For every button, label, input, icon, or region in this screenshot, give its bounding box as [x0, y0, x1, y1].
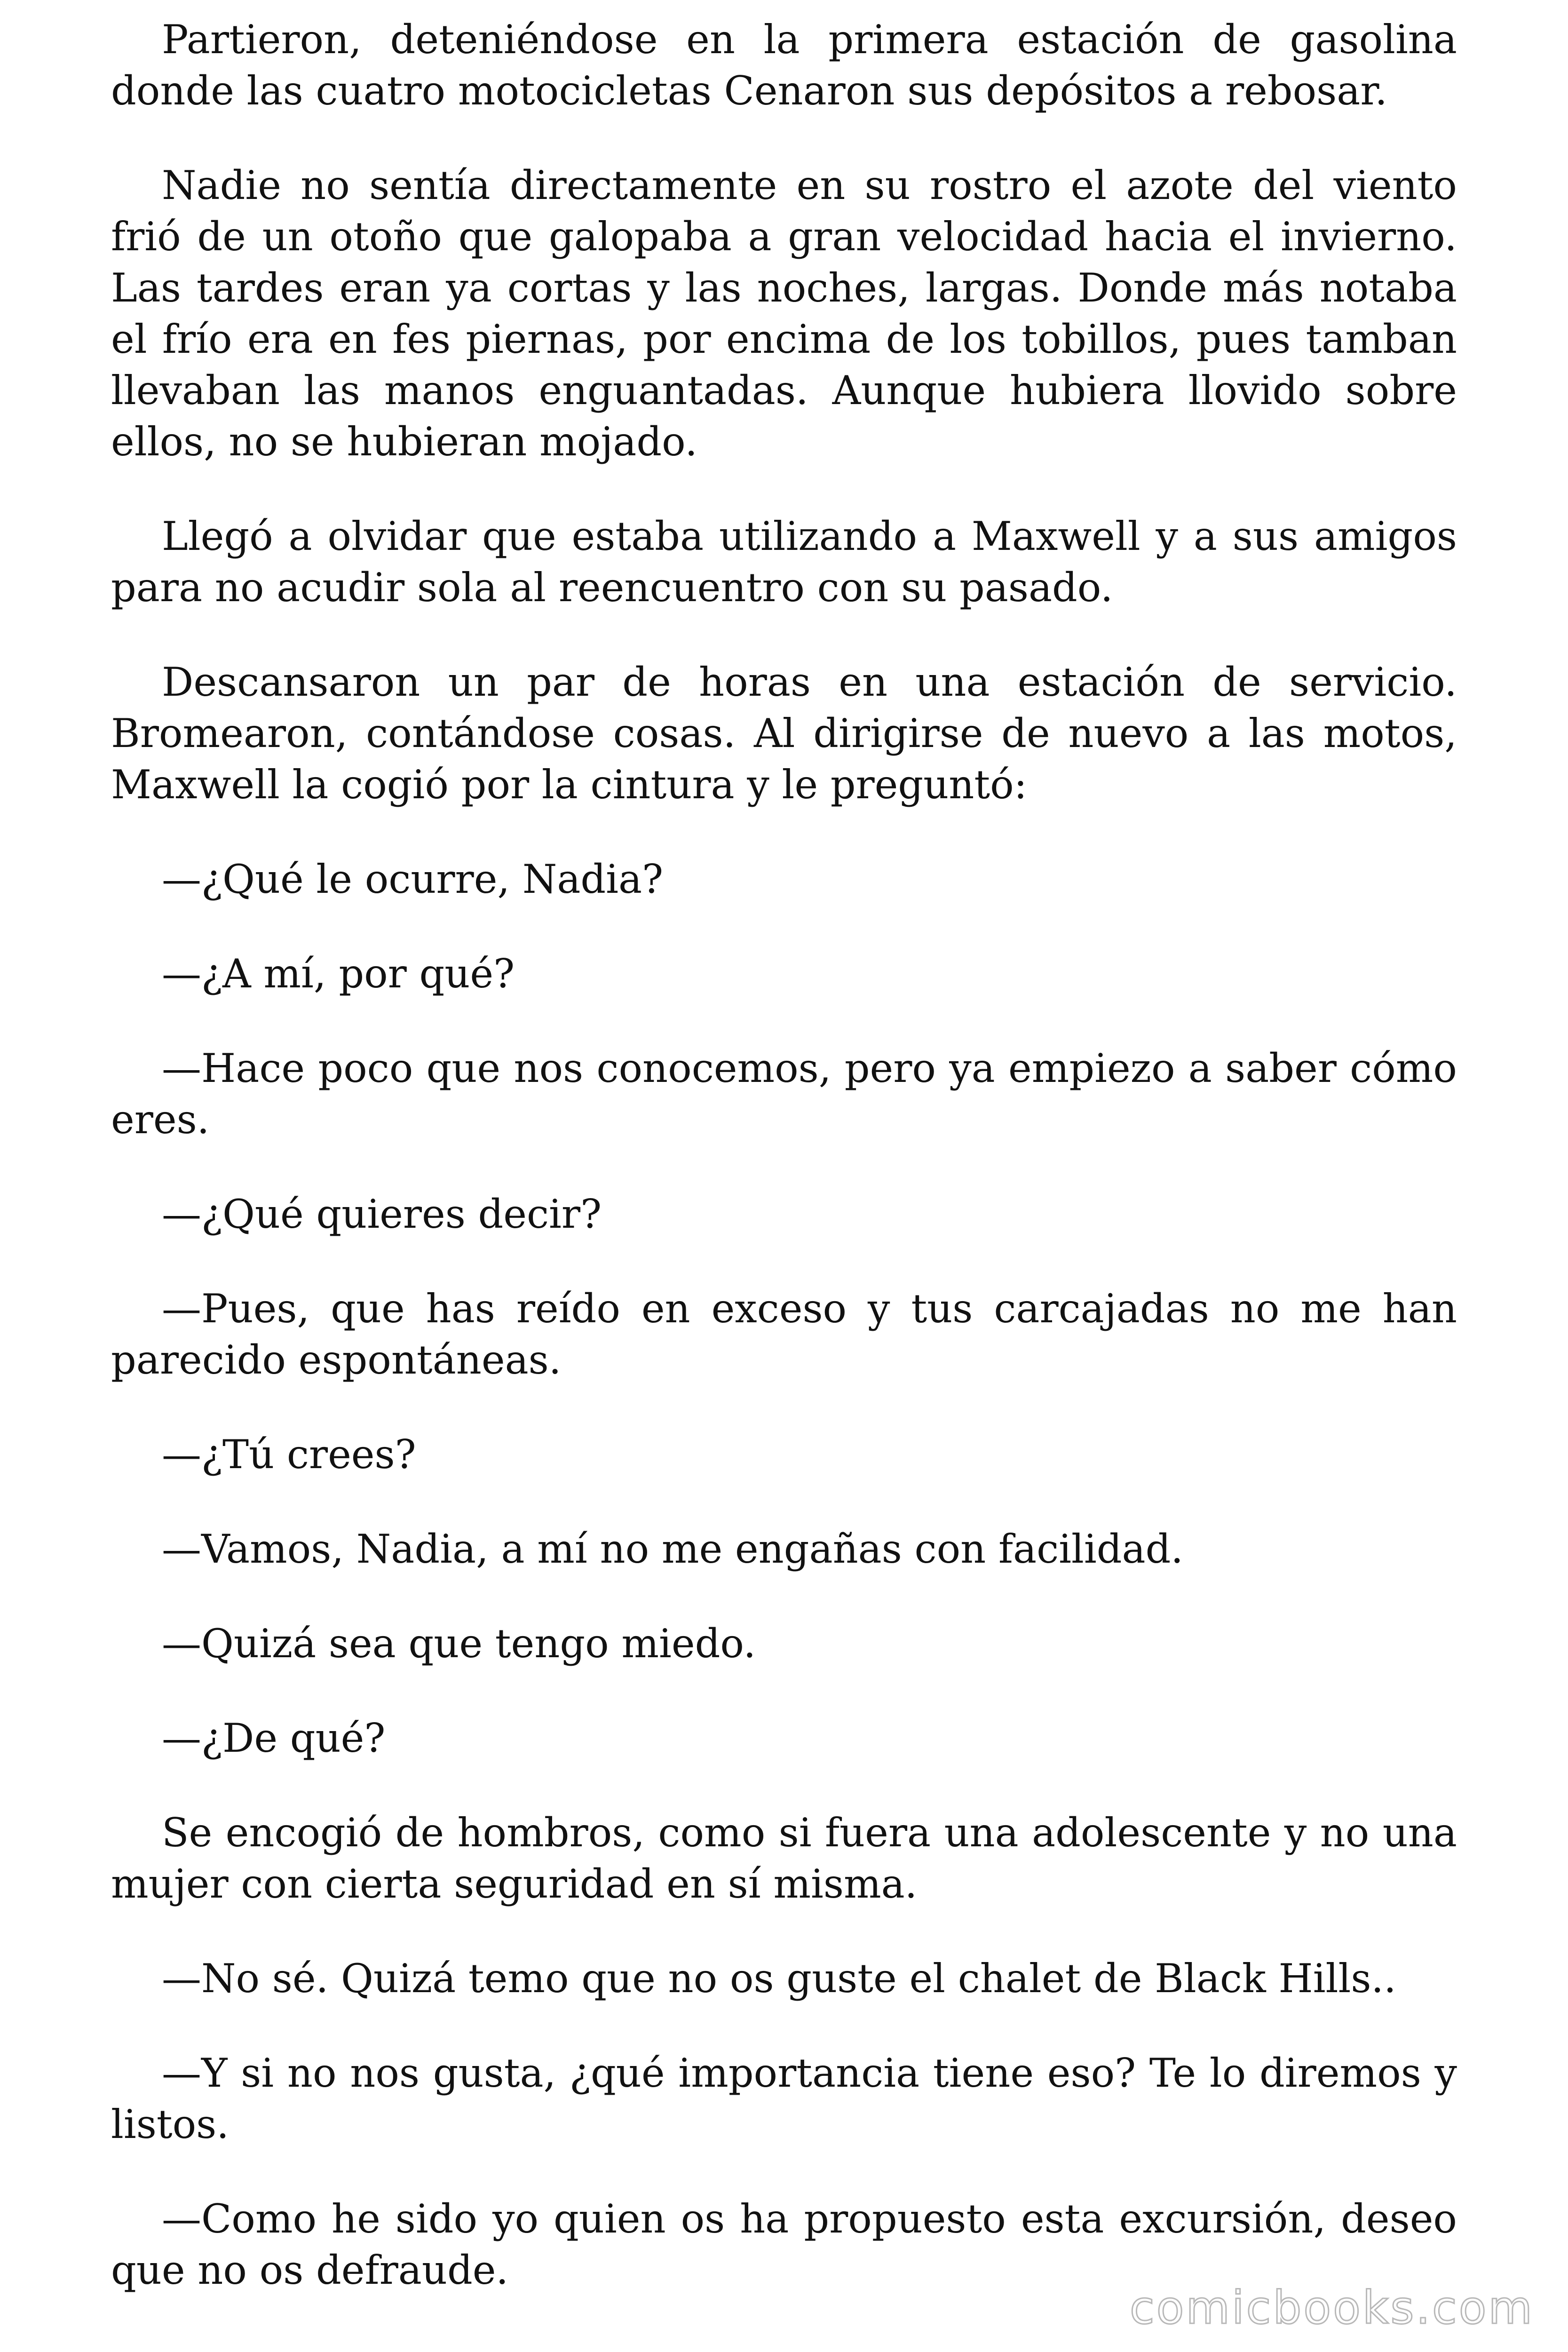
- paragraph: Nadie no sentía directamente en su rostro el azote del viento frió de un otoño que galopaba a gran velocidad hacia el invierno. Las tardes eran ya cortas y las noches, largas. Donde más notaba el frío era en fes piernas, por encima de los tobillos, pues tamban llevaban las manos enguantadas. Aunque hubiera llovido sobre ellos, no se hubieran mojado.: [111, 162, 1457, 465]
- dialogue-line: —Y si no nos gusta, ¿qué importancia tiene eso? Te lo diremos y listos.: [111, 2050, 1457, 2147]
- dialogue-line: —¿A mí, por qué?: [162, 951, 515, 997]
- watermark: comicbooks.com: [1129, 2281, 1534, 2334]
- dialogue-line: —No sé. Quizá temo que no os guste el chalet de Black Hills..: [162, 1955, 1396, 2002]
- dialogue-line: —Como he sido yo quien os ha propuesto esta excursión, deseo que no os defraude.: [111, 2196, 1457, 2293]
- paragraph: Partieron, deteniéndose en la primera estación de gasolina donde las cuatro motocicletas Cenaron sus depósitos a rebosar.: [111, 16, 1457, 114]
- text-column: [111, 14, 1457, 2339]
- dialogue-line: —Pues, que has reído en exceso y tus carcajadas no me han parecido espontáneas.: [111, 1286, 1457, 1383]
- paragraph: Descansaron un par de horas en una estación de servicio. Bromearon, contándose cosas. Al dirigirse de nuevo a las motos, Maxwell la cogió por la cintura y le preguntó:: [111, 659, 1457, 808]
- paragraph: Llegó a olvidar que estaba utilizando a Maxwell y a sus amigos para no acudir sola al reencuentro con su pasado.: [111, 513, 1457, 611]
- dialogue-line: —¿Qué le ocurre, Nadia?: [162, 856, 664, 902]
- dialogue-line: —Hace poco que nos conocemos, pero ya empiezo a saber cómo eres.: [111, 1045, 1457, 1143]
- paragraph: Se encogió de hombros, como si fuera una adolescente y no una mujer con cierta seguridad en sí misma.: [111, 1810, 1457, 1907]
- dialogue-line: —¿Tú crees?: [162, 1431, 416, 1478]
- dialogue-line: —¿Qué quieres decir?: [162, 1191, 602, 1237]
- dialogue-line: —Quizá sea que tengo miedo.: [162, 1621, 756, 1667]
- dialogue-line: —Vamos, Nadia, a mí no me engañas con facilidad.: [162, 1526, 1184, 1572]
- dialogue-line: —¿De qué?: [162, 1715, 386, 1761]
